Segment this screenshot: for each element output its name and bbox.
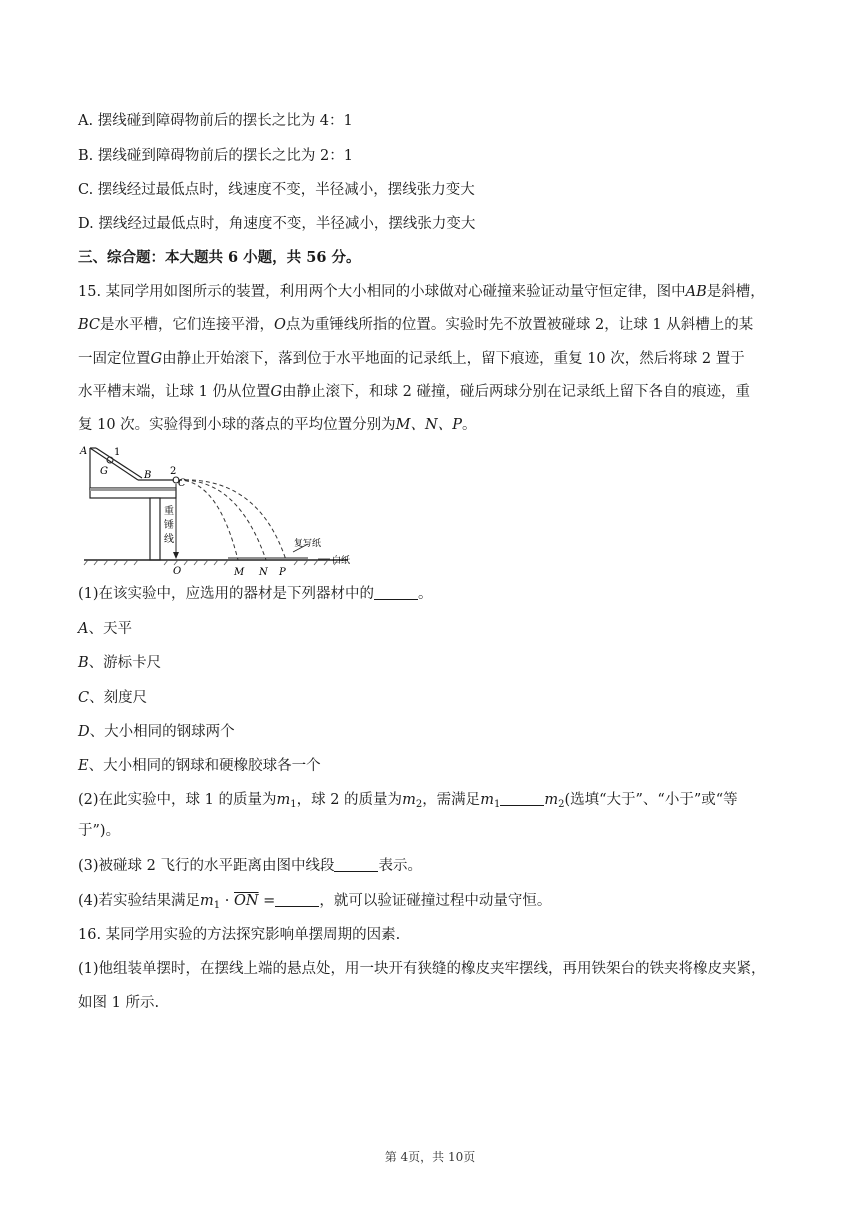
q15-sub-4: (4)若实验结果满足$m_1 \cdot \overline{ON}$ = ，就可以验证碰撞过程中动量守恒。: [78, 893, 552, 911]
choice-e: E、大小相同的钢球和硬橡胶球各一个: [78, 758, 321, 774]
label-n: N: [259, 567, 268, 578]
label-b: B: [144, 470, 152, 481]
q15-sub-2-cont: 于”)。: [78, 823, 121, 839]
q15-line-2: BC是水平槽，它们连接平滑，O点为重锤线所指的位置。实验时先不放置被碰球 2，让球 1 从斜槽上的某: [78, 317, 754, 333]
q15-line-3: 一固定位置G由静止开始滚下，落到位于水平地面的记录纸上，留下痕迹，重复 10 次，然后将球 2 置于: [78, 351, 745, 367]
label-ball-1: 1: [114, 447, 121, 458]
label-c: C: [178, 478, 186, 489]
q16-sub-1: (1)他组装单摆时，在摆线上端的悬点处，用一块开有狭缝的橡皮夹牢摆线，再用铁架台的铁夹将橡皮夹紧，: [78, 961, 766, 977]
choice-d: D、大小相同的钢球两个: [78, 724, 235, 740]
option-a: A. 摆线碰到障碍物前后的摆长之比为 4：1: [78, 113, 353, 129]
choice-b: B、游标卡尺: [78, 655, 162, 671]
label-white-paper: 白纸: [332, 556, 351, 566]
label-p: P: [279, 567, 286, 578]
label-a: A: [80, 446, 88, 457]
label-zhong: 重: [164, 506, 174, 517]
label-chui: 锤: [164, 520, 174, 531]
label-o: O: [173, 566, 182, 577]
label-xian: 线: [164, 534, 174, 545]
experiment-figure: [78, 440, 368, 584]
choice-a: A、天平: [78, 621, 132, 637]
answer-blank: [374, 585, 418, 600]
q15-sub-1: (1)在该实验中，应选用的器材是下列器材中的 。: [78, 586, 433, 602]
option-d: D. 摆线经过最低点时，角速度不变，半径减小，摆线张力变大: [78, 216, 476, 232]
label-ball-2: 2: [170, 466, 177, 477]
q15-line-5: 复 10 次。实验得到小球的落点的平均位置分别为M、N、P。: [78, 417, 477, 433]
label-carbon-paper: 复写纸: [294, 539, 322, 549]
q15-line-1: 15. 某同学用如图所示的装置，利用两个大小相同的小球做对心碰撞来验证动量守恒定律，图中AB是斜槽，: [78, 284, 765, 300]
label-g: G: [100, 466, 108, 477]
section-heading: 三、综合题：本大题共 6 小题，共 56 分。: [78, 249, 361, 266]
q15-sub-3: (3)被碰球 2 飞行的水平距离由图中线段 表示。: [78, 858, 422, 874]
choice-c: C、刻度尺: [78, 690, 148, 706]
q15-line-4: 水平槽末端，让球 1 仍从位置G由静止滚下，和球 2 碰撞，碰后两球分别在记录纸上留下各自的痕迹，重: [78, 384, 750, 400]
answer-blank: [275, 892, 319, 907]
collision-apparatus-diagram: [78, 440, 368, 580]
option-b: B. 摆线碰到障碍物前后的摆长之比为 2：1: [78, 148, 353, 164]
answer-blank: [500, 791, 544, 806]
q15-sub-2: (2)在此实验中，球 1 的质量为$m_1$，球 2 的质量为$m_2$，需满足$m_1$ $m_2$(选填“大于”、“小于”或“等: [78, 792, 738, 810]
answer-blank: [334, 857, 378, 872]
q16-title: 16. 某同学用实验的方法探究影响单摆周期的因素.: [78, 927, 401, 943]
option-c: C. 摆线经过最低点时，线速度不变，半径减小，摆线张力变大: [78, 182, 475, 198]
label-m: M: [234, 567, 245, 578]
page-footer: 第 4页，共 10页: [384, 1150, 476, 1164]
q16-sub-1-cont: 如图 1 所示.: [78, 995, 160, 1011]
